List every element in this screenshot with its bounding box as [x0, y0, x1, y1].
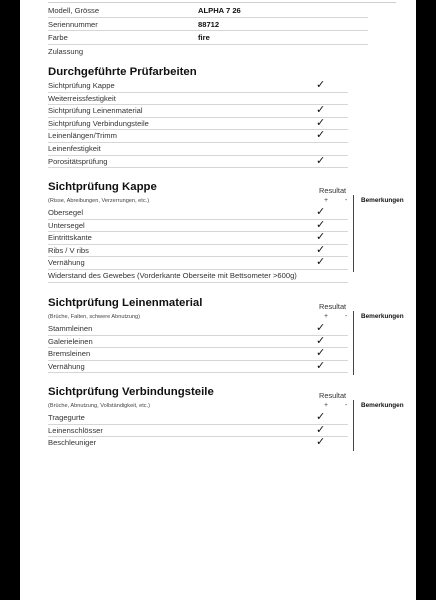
minus-column-label: - — [345, 197, 348, 204]
info-value: 88712 — [198, 19, 220, 29]
section-title-text: Sichtprüfung Kappe — [48, 181, 157, 193]
check-icon: ✓ — [316, 104, 326, 117]
minus-column-label: - — [345, 313, 348, 320]
section-subtitle: (Brüche, Abnutzung, Vollständigkeit, etc.) — [48, 403, 150, 409]
list-item — [48, 348, 348, 361]
top-divider — [48, 2, 396, 3]
remarks-divider — [353, 400, 354, 451]
check-icon: ✓ — [316, 334, 326, 347]
info-row-serial — [48, 18, 368, 32]
section-pruefarbeiten — [48, 65, 408, 168]
list-item — [48, 270, 348, 283]
remarks-label: Bemerkungen — [361, 313, 404, 320]
item-label: Widerstand des Gewebes (Vorderkante Oberseite mit Bettsometer >600g) — [48, 270, 297, 280]
info-label: Farbe — [48, 33, 68, 42]
list-item — [48, 143, 348, 156]
item-label: Weiterreissfestigkeit — [48, 93, 116, 103]
list-item — [48, 245, 348, 258]
item-label: Porositätsprüfung — [48, 156, 108, 166]
check-icon: ✓ — [316, 231, 326, 244]
list-item — [48, 207, 348, 220]
check-icon: ✓ — [316, 436, 326, 449]
item-label: Eintrittskante — [48, 233, 92, 243]
list-item — [48, 361, 348, 374]
item-label: Sichtprüfung Verbindungsteile — [48, 118, 149, 128]
plus-column-label: + — [324, 313, 329, 320]
info-value: fire — [198, 33, 210, 42]
section-subtitle: (Brüche, Falten, schwere Abnutzung) — [48, 314, 141, 320]
check-icon: ✓ — [316, 218, 326, 231]
item-label: Leinenschlösser — [48, 425, 103, 435]
info-label: Modell, Grösse — [48, 6, 100, 15]
item-label: Ribs / V ribs — [48, 245, 89, 255]
list-item — [48, 336, 348, 349]
remarks-label: Bemerkungen — [361, 402, 404, 409]
item-label: Beschleuniger — [48, 438, 97, 448]
protocol-page — [20, 0, 416, 600]
resultat-label: Resultat — [319, 186, 347, 195]
list-item — [48, 105, 348, 118]
section-title-text: Sichtprüfung Verbindungsteile — [48, 386, 214, 398]
item-label: Vernähung — [48, 361, 85, 371]
check-icon: ✓ — [316, 154, 326, 167]
section-subtitle-row — [48, 195, 408, 207]
item-label: Obersegel — [48, 208, 84, 217]
section-leinenmaterial — [48, 296, 408, 373]
resultat-label: Resultat — [319, 391, 347, 400]
section-subtitle-row — [48, 400, 408, 412]
section-title-text: Sichtprüfung Leinenmaterial — [48, 297, 203, 309]
remarks-divider — [353, 195, 354, 272]
item-label: Leinenlängen/Trimm — [48, 131, 117, 141]
list-item — [48, 220, 348, 233]
item-label: Tragegurte — [48, 413, 85, 422]
list-item — [48, 118, 348, 131]
check-icon: ✓ — [316, 129, 326, 142]
remarks-label: Bemerkungen — [361, 197, 404, 204]
info-value: ALPHA 7 26 — [198, 6, 241, 15]
minus-column-label: - — [345, 402, 348, 409]
info-label: Seriennummer — [48, 19, 98, 29]
check-icon: ✓ — [316, 347, 326, 360]
item-label: Sichtprüfung Leinenmaterial — [48, 106, 143, 116]
check-icon: ✓ — [316, 116, 326, 129]
item-label: Leinenfestigkeit — [48, 143, 101, 153]
list-item — [48, 323, 348, 336]
info-row-model — [48, 4, 368, 18]
info-row-color — [48, 31, 368, 45]
section-subtitle-row — [48, 311, 408, 323]
item-label: Bremsleinen — [48, 349, 91, 359]
check-icon: ✓ — [316, 423, 326, 436]
plus-column-label: + — [324, 402, 329, 409]
section-subtitle: (Risse, Abreibungen, Verzerrungen, etc.) — [48, 198, 150, 204]
check-icon: ✓ — [316, 79, 326, 91]
item-label: Sichtprüfung Kappe — [48, 81, 115, 90]
info-label: Zulassung — [48, 46, 84, 56]
section-title: Durchgeführte Prüfarbeiten — [48, 66, 197, 78]
check-icon: ✓ — [316, 411, 326, 423]
list-item — [48, 130, 348, 143]
item-label: Untersegel — [48, 220, 85, 230]
resultat-label: Resultat — [319, 302, 347, 311]
glider-info — [48, 4, 368, 58]
check-icon: ✓ — [316, 359, 326, 372]
list-item — [48, 257, 348, 270]
list-item — [48, 93, 348, 106]
info-row-approval — [48, 45, 368, 59]
section-verbindungsteile — [48, 385, 408, 450]
list-item — [48, 437, 348, 450]
list-item — [48, 412, 348, 425]
remarks-divider — [353, 311, 354, 375]
check-icon: ✓ — [316, 322, 326, 334]
section-title — [48, 180, 408, 195]
item-label: Stammleinen — [48, 324, 93, 333]
section-kappe — [48, 180, 408, 283]
list-item — [48, 425, 348, 438]
check-icon: ✓ — [316, 206, 326, 218]
item-label: Galerieleinen — [48, 336, 93, 346]
section-title — [48, 296, 408, 311]
section-title — [48, 385, 408, 400]
item-label: Vernähung — [48, 258, 85, 268]
list-item — [48, 232, 348, 245]
plus-column-label: + — [324, 197, 329, 204]
list-item — [48, 80, 348, 93]
list-item — [48, 156, 348, 169]
check-icon: ✓ — [316, 243, 326, 256]
check-icon: ✓ — [316, 256, 326, 269]
